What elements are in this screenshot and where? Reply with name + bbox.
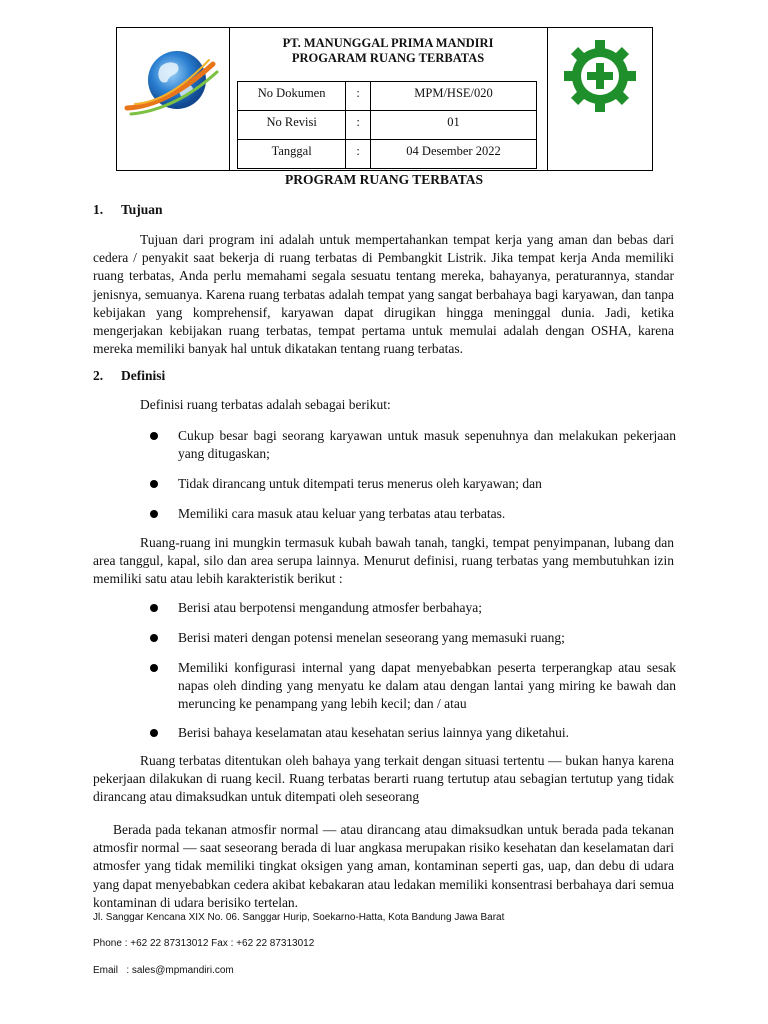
table-row: [238, 111, 537, 140]
list-item-text: Memiliki konfigurasi internal yang dapat menyebabkan peserta terperangkap atau sesak napas oleh dinding yang menyatu ke dalam atau dengan lantai yang miring ke bawah dan meruncing ke penampang yang lebih kecil; dan / atau: [178, 660, 676, 712]
list-item-text: Berisi materi dengan potensi menelan seseorang yang memasuki ruang;: [178, 630, 565, 645]
list-item-text: Tidak dirancang untuk ditempati terus menerus oleh karyawan; dan: [178, 476, 542, 491]
list-item: [150, 427, 676, 463]
list-item: [150, 724, 676, 742]
date-value: 04 Desember 2022: [406, 144, 501, 158]
definisi-intro: Definisi ruang terbatas adalah sebagai berikut:: [140, 397, 391, 412]
separator: :: [356, 115, 360, 129]
k3-safety-gear-icon: [548, 28, 653, 170]
bullet-icon: [150, 604, 158, 612]
program-name: PROGARAM RUANG TERBATAS: [291, 51, 485, 65]
section-number: 2.: [93, 368, 104, 383]
section-heading-tujuan: [93, 202, 163, 218]
section-title: Definisi: [121, 368, 166, 383]
doc-number-label: No Dokumen: [257, 86, 326, 100]
document-header: [116, 27, 653, 171]
separator: :: [356, 144, 360, 158]
table-row: [238, 82, 537, 111]
list-item: [150, 599, 676, 617]
ruang-paragraph: Ruang-ruang ini mungkin termasuk kubah bawah tanah, tangki, tempat penyimpanan, lubang dan area tanggul, kapal, silo dan area serupa lainnya. Menurut definisi, ruang terbatas yang membutuhkan izin memiliki satu atau lebih karakteristik berikut :: [93, 535, 674, 587]
list-item-text: Cukup besar bagi seorang karyawan untuk masuk sepenuhnya dan melakukan pekerjaan yang ditugaskan;: [178, 428, 676, 462]
document-title: PROGRAM RUANG TERBATAS: [284, 172, 483, 187]
list-item: [150, 475, 676, 493]
section-heading-definisi: [93, 368, 165, 384]
k3-logo-cell: [547, 28, 653, 170]
bullet-icon: [150, 480, 158, 488]
list-item-text: Berisi bahaya keselamatan atau kesehatan serius lainnya yang diketahui.: [178, 725, 569, 740]
bullet-icon: [150, 634, 158, 642]
revision-label: No Revisi: [266, 115, 317, 129]
separator: :: [356, 86, 360, 100]
company-title: [229, 36, 547, 66]
footer-phone: Phone : +62 22 87313012 Fax : +62 22 87313012: [93, 938, 315, 949]
list-item-text: Berisi atau berpotensi mengandung atmosfer berbahaya;: [178, 600, 483, 615]
berada-paragraph: Berada pada tekanan atmosfir normal — atau dirancang atau dimaksudkan untuk berada pada tekanan atmosfir normal — saat seseorang berada di luar angkasa merupakan risiko kesehatan dan keselamatan dari atmosfer yang tidak memiliki tingkat oksigen yang aman, kontaminan seperti gas, uap, dan debu di udara yang dapat menyebabkan cedera akibat kebakaran atau ledakan memiliki konsentrasi berbahaya dari semua kontaminan di udara berisiko tertelan.: [93, 822, 674, 910]
list-item: [150, 629, 676, 647]
footer-email: Email : sales@mpmandiri.com: [93, 965, 234, 976]
ditentukan-paragraph: Ruang terbatas ditentukan oleh bahaya yang terkait dengan situasi tertentu — bukan hanya karena pekerjaan dilakukan di ruang kecil. Ruang terbatas berarti ruang tertutup atau sebagian tertutup yang tidak dirancang atau dimaksudkan untuk ditempati oleh seseorang: [93, 753, 674, 805]
list-item: [150, 505, 676, 523]
section-number: 1.: [93, 202, 104, 217]
date-label: Tanggal: [271, 144, 312, 158]
bullet-icon: [150, 510, 158, 518]
tujuan-paragraph: Tujuan dari program ini adalah untuk mempertahankan tempat kerja yang aman dan bebas dari cedera / penyakit saat bekerja di ruang terbatas di Pembangkit Listrik. Jika tempat kerja Anda memiliki ruang terbatas, Anda perlu memahami segala sesuatu tentang mereka, bahayanya, peraturannya, standar jenisnya, semuanya. Karena ruang terbatas adalah tempat yang sangat berbahaya bagi karyawan, dan tanpa kebijakan yang komprehensif, karyawan dapat dirugikan hingga meninggal dunia. Jadi, ketika mengerjakan kebijakan ruang terbatas, tempat pertama untuk memulai adalah dengan OSHA, karena mereka memiliki banyak hal untuk dikatakan tentang ruang terbatas.: [93, 232, 674, 357]
bullet-icon: [150, 729, 158, 737]
section-title: Tujuan: [121, 202, 163, 217]
document-control-table: [237, 81, 537, 169]
globe-logo-icon: [117, 28, 229, 170]
doc-number-value: MPM/HSE/020: [414, 86, 493, 100]
table-row: [238, 140, 537, 169]
revision-value: 01: [447, 115, 460, 129]
list-item-text: Memiliki cara masuk atau keluar yang terbatas atau terbatas.: [178, 506, 506, 521]
footer-address: Jl. Sanggar Kencana XIX No. 06. Sanggar Hurip, Soekarno-Hatta, Kota Bandung Jawa Barat: [93, 912, 505, 923]
bullet-icon: [150, 664, 158, 672]
list-item: [150, 659, 676, 714]
bullet-icon: [150, 432, 158, 440]
company-logo-cell: [117, 28, 230, 170]
document-info-cell: [229, 28, 547, 170]
company-name: PT. MANUNGGAL PRIMA MANDIRI: [282, 36, 494, 50]
